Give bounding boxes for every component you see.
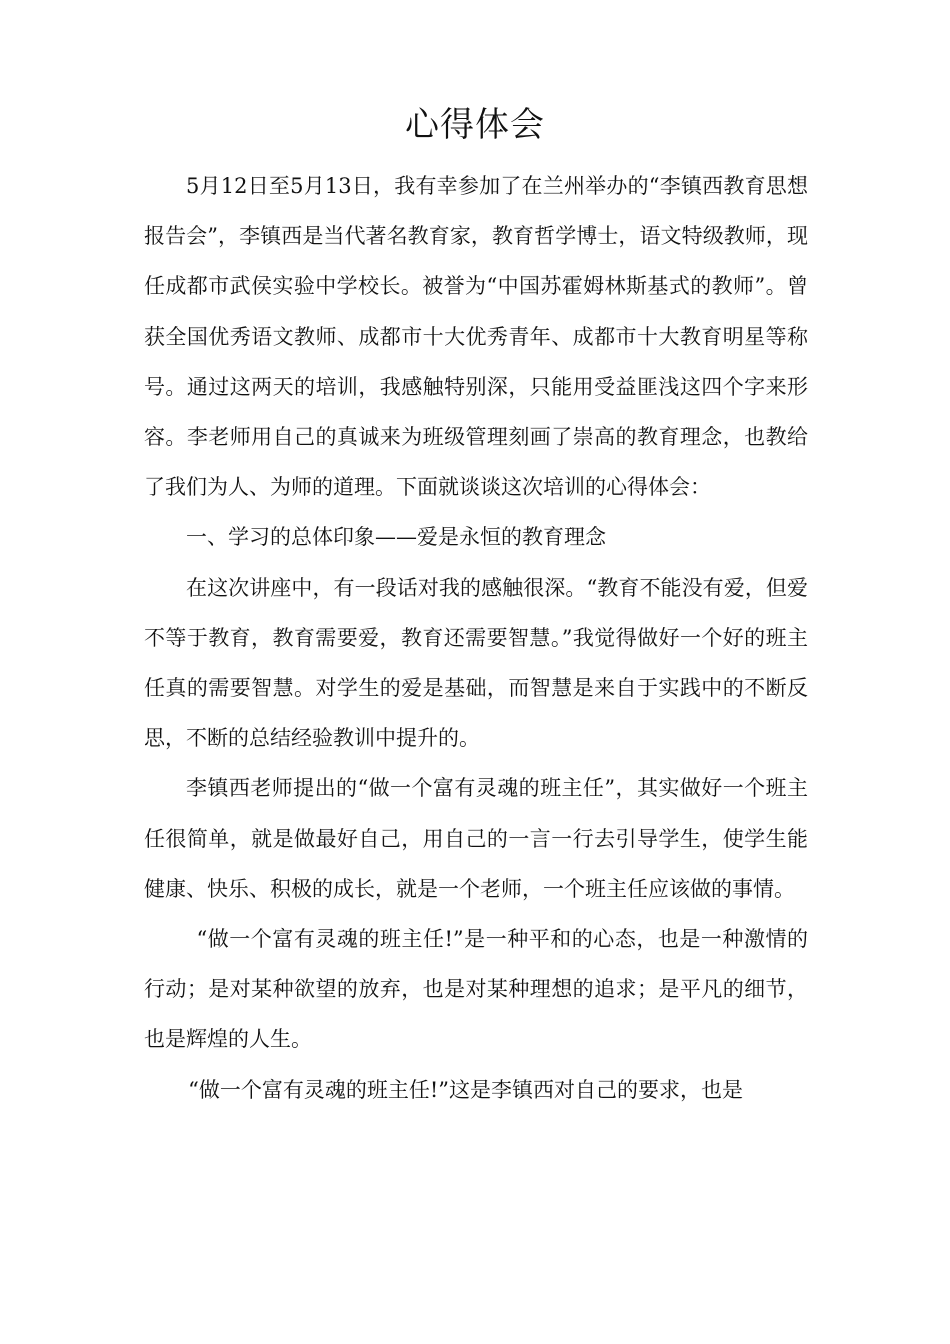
- paragraph-love-wisdom: 在这次讲座中，有一段话对我的感触很深。“教育不能没有爱，但爱不等于教育，教育需要爱，教育还需要智慧。”我觉得做好一个好的班主任真的需要智慧。对学生的爱是基础，而智慧是来自于实践中的不断反思，不断的总结经验教训中提升的。: [144, 575, 808, 751]
- document-body: [144, 161, 808, 1115]
- document-title: 心得体会: [405, 105, 545, 145]
- section-heading: 一、学习的总体印象——爱是永恒的教育理念: [186, 525, 606, 550]
- paragraph-calm-mind: “做一个富有灵魂的班主任!”是一种平和的心态，也是一种激情的行动；是对某种欲望的放弃，也是对某种理想的追求；是平凡的细节，也是辉煌的人生。: [144, 927, 808, 1052]
- paragraph-intro: 5月12日至5月13日，我有幸参加了在兰州举办的“李镇西教育思想报告会”，李镇西是当代著名教育家，教育哲学博士，语文特级教师，现任成都市武侯实验中学校长。被誉为“中国苏霍姆林斯基式的教师”。曾获全国优秀语文教师、成都市十大优秀青年、成都市十大教育明星等称号。通过这两天的培训，我感触特别深，只能用受益匪浅这四个字来形容。李老师用自己的真诚来为班级管理刻画了崇高的教育理念，也教给了我们为人、为师的道理。下面就谈谈这次培训的心得体会：: [144, 174, 808, 500]
- paragraph-soul-teacher: 李镇西老师提出的“做一个富有灵魂的班主任”，其实做好一个班主任很简单，就是做最好自己，用自己的一言一行去引导学生，使学生能健康、快乐、积极的成长，就是一个老师，一个班主任应该做的事情。: [144, 776, 808, 901]
- paragraph-self-requirement: “做一个富有灵魂的班主任!”这是李镇西对自己的要求，也是: [188, 1077, 744, 1102]
